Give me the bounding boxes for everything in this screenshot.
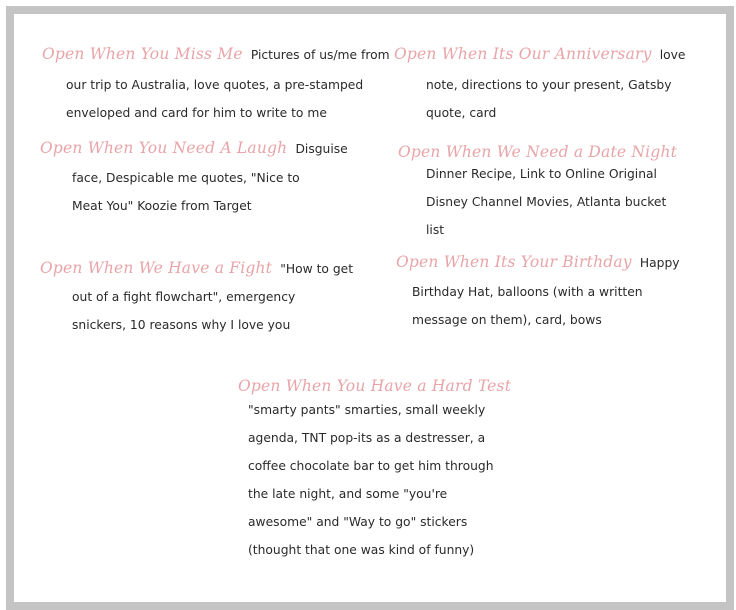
section-heading: Open When Its Our Anniversary — [394, 45, 652, 63]
section-text-line: Disney Channel Movies, Atlanta bucket — [426, 195, 667, 209]
section-text-line: awesome" and "Way to go" stickers — [248, 515, 468, 529]
section-heading: Open When You Need A Laugh — [40, 139, 288, 157]
section-fight-heading-row — [40, 258, 353, 277]
section-text-line: quote, card — [426, 106, 497, 120]
section-text-line: message on them), card, bows — [412, 313, 602, 327]
section-text-line: Happy — [639, 256, 680, 270]
section-text-line: note, directions to your present, Gatsby — [426, 78, 672, 92]
section-text-line: Meat You" Koozie from Target — [72, 199, 252, 213]
section-heading: Open When Its Your Birthday — [396, 253, 632, 271]
section-text-line: Disguise — [295, 142, 348, 156]
section-text-line: snickers, 10 reasons why I love you — [72, 318, 291, 332]
section-heading: Open When You Miss Me — [42, 45, 243, 63]
section-text-line: our trip to Australia, love quotes, a pre-stamped — [66, 78, 364, 92]
section-laugh-heading-row — [40, 138, 348, 157]
section-hard-test-heading-row — [238, 376, 511, 395]
section-date-night-heading-row — [398, 142, 677, 161]
section-text-line: (thought that one was kind of funny) — [248, 543, 475, 557]
section-text-line: love — [659, 48, 686, 62]
section-text-line: out of a fight flowchart", emergency — [72, 290, 296, 304]
section-text-line: Birthday Hat, balloons (with a written — [412, 285, 643, 299]
section-text-line: coffee chocolate bar to get him through — [248, 459, 494, 473]
section-heading: Open When We Need a Date Night — [398, 143, 678, 161]
section-text-line: face, Despicable me quotes, "Nice to — [72, 171, 300, 185]
section-heading: Open When You Have a Hard Test — [238, 377, 512, 395]
section-birthday-heading-row — [396, 252, 680, 271]
section-miss-me-heading-row — [42, 44, 390, 63]
section-text-line: agenda, TNT pop-its as a destresser, a — [248, 431, 486, 445]
section-text-line: Dinner Recipe, Link to Online Original — [426, 167, 657, 181]
page-frame — [6, 6, 734, 610]
section-text-line: "smarty pants" smarties, small weekly — [248, 403, 486, 417]
section-text-line: list — [426, 223, 445, 237]
section-text-line: the late night, and some "you're — [248, 487, 448, 501]
section-text-line: "How to get — [280, 262, 354, 276]
section-text-line: Pictures of us/me from — [250, 48, 390, 62]
section-text-line: enveloped and card for him to write to me — [66, 106, 327, 120]
section-heading: Open When We Have a Fight — [40, 259, 273, 277]
section-anniversary-heading-row — [394, 44, 685, 63]
